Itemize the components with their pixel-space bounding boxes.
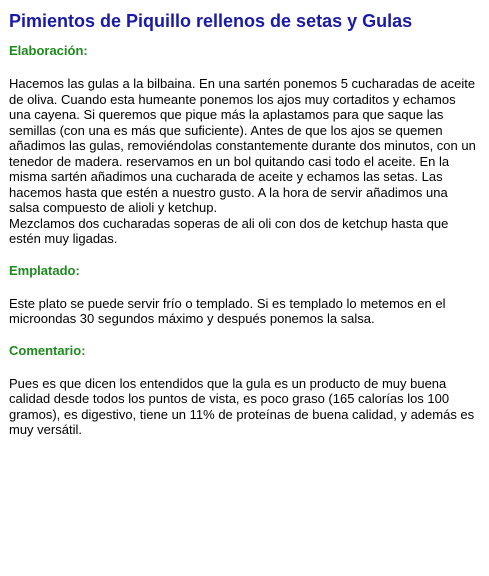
paragraph-emplatado: Este plato se puede servir frío o templado. Si es templado lo metemos en el microondas 30 segundos máximo y después ponemos la salsa. xyxy=(9,295,446,326)
paragraph-elaboracion-1: Hacemos las gulas a la bilbaina. En una sartén ponemos 5 cucharadas de aceite de oliva. Cuando esta humeante ponemos los ajos muy cortaditos y echamos una cayena. Si queremos que pique más la aplastamos para que saque las semillas (con una es más que suficiente). Antes de que los ajos se quemen añadimos las gulas, removiéndolas constantemente durante dos minutos, con un tenedor de madera. reservamos en un bol quitando casi todo el aceite. En la misma sartén añadimos una cucharada de aceite y echamos las setas. Las hacemos hasta que estén a nuestro gusto. A la hora de servir añadimos una salsa compuesto de alioli y ketchup. xyxy=(9,76,476,215)
paragraph-elaboracion-2: Mezclamos dos cucharadas soperas de ali oli con dos de ketchup hasta que estén muy ligadas. xyxy=(9,215,449,246)
heading-comentario: Comentario: xyxy=(9,342,86,358)
spacer xyxy=(9,279,479,296)
paragraph-comentario: Pues es que dicen los entendidos que la gula es un producto de muy buena calidad desde todos los puntos de vista, es poco graso (165 calorías los 100 gramos), es digestivo, tiene un 11% de proteínas de buena calidad, y además es muy versátil. xyxy=(9,375,475,437)
section-elaboracion xyxy=(9,43,479,247)
section-comentario xyxy=(9,343,479,438)
heading-emplatado: Emplatado: xyxy=(9,262,80,278)
section-emplatado xyxy=(9,263,479,327)
spacer xyxy=(9,59,479,76)
heading-elaboracion: Elaboración: xyxy=(9,43,88,58)
recipe-title: Pimientos de Piquillo rellenos de setas y Gulas xyxy=(9,11,413,31)
spacer xyxy=(9,359,479,376)
